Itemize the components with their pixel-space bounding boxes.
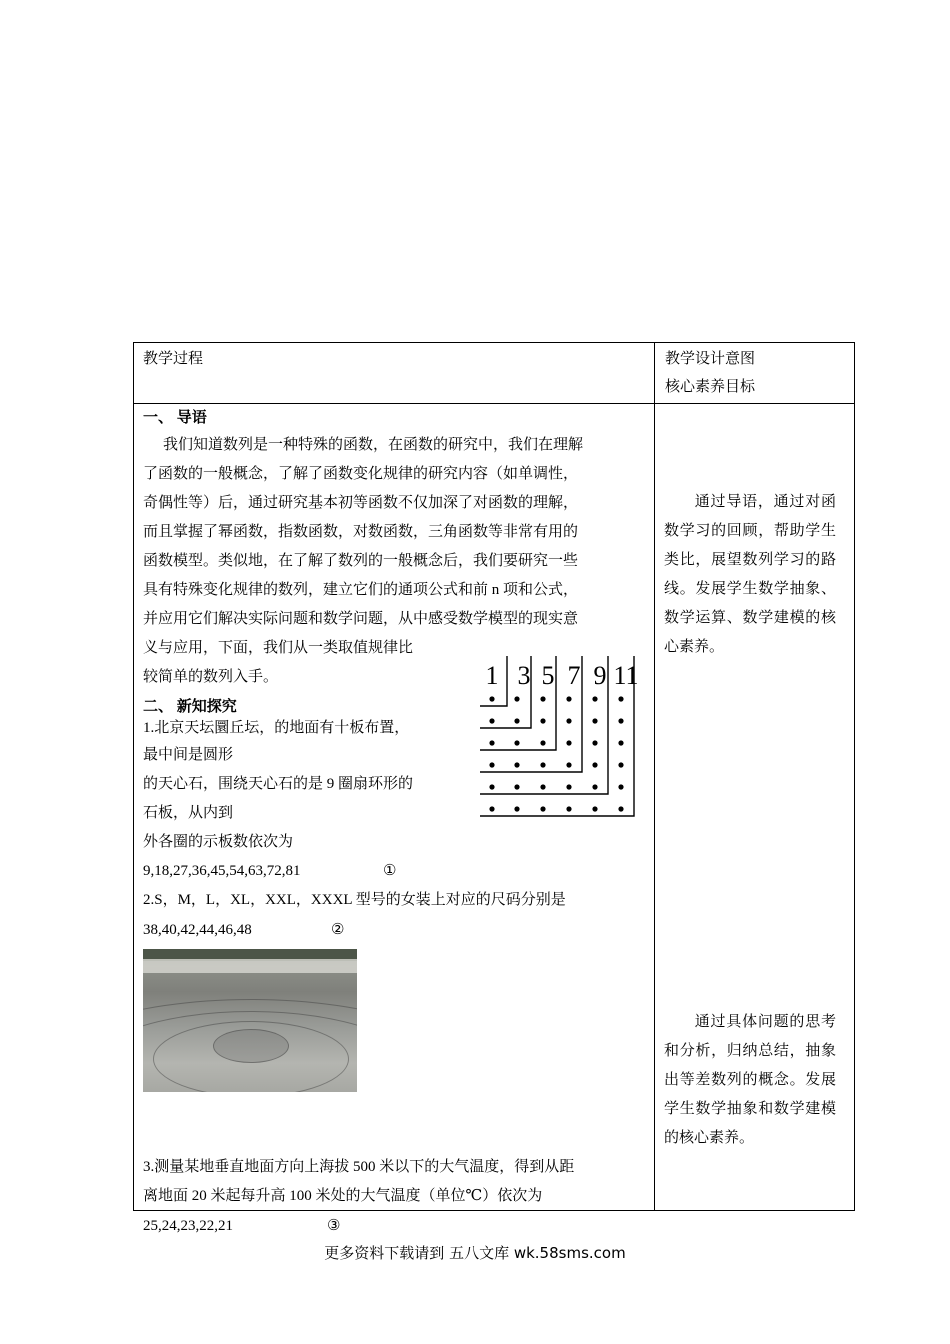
q2-line: 2.S，M，L，XL，XXL，XXXL 型号的女装上对应的尺码分别是 [143, 892, 566, 908]
figure-dot [514, 806, 519, 811]
figure-number-1: 1 [485, 661, 499, 690]
q1-line-5: 外各圈的示板数依次为 [143, 834, 294, 850]
figure-dot [592, 806, 597, 811]
figure-dot [592, 718, 597, 723]
odd-number-dot-figure [470, 642, 648, 862]
intro-heading: 一、 导语 [143, 410, 207, 426]
intro-line-6: 具有特殊变化规律的数列，建立它们的通项公式和前 n 项和公式， [143, 582, 579, 598]
figure-number-11: 11 [613, 661, 639, 690]
figure-number-9: 9 [593, 661, 607, 690]
figure-dot [489, 740, 494, 745]
q2-mark: ② [331, 922, 345, 938]
header-left-label: 教学过程 [143, 351, 204, 367]
figure-dot [618, 806, 623, 811]
figure-dot [592, 740, 597, 745]
q1-line-2: 最中间是圆形 [143, 747, 234, 763]
figure-dot [514, 696, 519, 701]
figure-dot [514, 784, 519, 789]
figure-dot [514, 740, 519, 745]
design-intent-cell [655, 404, 855, 1211]
q1-mark: ① [383, 863, 397, 879]
header-right-label-2: 核心素养目标 [665, 379, 756, 395]
intro-line-9: 较简单的数列入手。 [143, 669, 279, 685]
intro-line-5: 函数模型。类似地，在了解了数列的一般概念后，我们要研究一些 [143, 553, 579, 569]
design-note-intro-text: 通过导语，通过对函数学习的回顾，帮助学生类比，展望数列学习的路线。发展学生数学抽象、数学运算、数学建模的核心素养。 [664, 494, 836, 655]
q3-line-1: 3.测量某地垂直地面方向上海拔 500 米以下的大气温度，得到从距 [143, 1159, 575, 1175]
figure-dot [540, 784, 545, 789]
q3-mark: ③ [327, 1218, 341, 1234]
figure-dot [540, 806, 545, 811]
q1-line-4: 石板，从内到 [143, 805, 234, 821]
footer-download-link[interactable]: 更多资料下载请到 五八文库 wk.58sms.com [324, 1244, 626, 1262]
figure-dot [566, 718, 571, 723]
intro-line-7: 并应用它们解决实际问题和数学问题，从中感受数学模型的现实意 [143, 611, 579, 627]
figure-dot [592, 696, 597, 701]
explore-heading: 二、 新知探究 [143, 699, 237, 715]
figure-number-5: 5 [541, 661, 555, 690]
figure-dot [618, 740, 623, 745]
q3-sequence: 25,24,23,22,21 [143, 1218, 233, 1234]
figure-dot [489, 696, 494, 701]
q1-sequence: 9,18,27,36,45,54,63,72,81 [143, 863, 301, 879]
figure-dot [540, 718, 545, 723]
figure-separator [480, 656, 634, 816]
figure-dot [540, 696, 545, 701]
teaching-process-cell [134, 404, 655, 1234]
figure-dot [618, 784, 623, 789]
figure-dot [618, 718, 623, 723]
lesson-table [133, 342, 855, 1234]
figure-dot [592, 762, 597, 767]
figure-dot [514, 762, 519, 767]
q1-line-3: 的天心石，围绕天心石的是 9 圈扇环形的 [143, 776, 414, 792]
design-note-intro [664, 488, 836, 662]
figure-number-3: 3 [517, 661, 531, 690]
q1-line-1: 1.北京天坛圜丘坛，的地面有十板布置， [143, 720, 410, 736]
figure-dot [566, 806, 571, 811]
figure-dot [592, 784, 597, 789]
design-note-explore-text: 通过具体问题的思考和分析，归纳总结，抽象出等差数列的概念。发展学生数学抽象和数学建模的核心素养。 [664, 1014, 836, 1146]
figure-dot [489, 718, 494, 723]
q2-sequence: 38,40,42,44,46,48 [143, 922, 252, 938]
header-design-intent [655, 343, 855, 404]
intro-line-1: 我们知道数列是一种特殊的函数，在函数的研究中，我们在理解 [163, 437, 584, 453]
figure-dot [566, 696, 571, 701]
design-note-explore [664, 1008, 836, 1153]
figure-dot [566, 740, 571, 745]
figure-dot [489, 762, 494, 767]
figure-dot [514, 718, 519, 723]
intro-line-8: 义与应用，下面，我们从一类取值规律比 [143, 640, 414, 656]
header-teaching-process [134, 343, 655, 404]
circular-mound-altar-photo [143, 949, 357, 1092]
photo-center-stone [213, 1029, 289, 1063]
figure-dot [489, 806, 494, 811]
figure-dot [618, 696, 623, 701]
photo-balustrade [143, 959, 357, 973]
intro-line-2: 了函数的一般概念，了解了函数变化规律的研究内容（如单调性， [143, 466, 579, 482]
figure-dot [618, 762, 623, 767]
figure-dot [566, 762, 571, 767]
q3-line-2: 离地面 20 米起每升高 100 米处的大气温度（单位℃）依次为 [143, 1188, 543, 1204]
figure-dot [566, 784, 571, 789]
figure-number-7: 7 [567, 661, 581, 690]
intro-line-4: 而且掌握了幂函数，指数函数，对数函数，三角函数等非常有用的 [143, 524, 579, 540]
header-right-label-1: 教学设计意图 [665, 351, 756, 367]
figure-dot [540, 740, 545, 745]
figure-separator-lines [480, 656, 634, 816]
figure-dot [540, 762, 545, 767]
figure-dot [489, 784, 494, 789]
intro-line-3: 奇偶性等）后，通过研究基本初等函数不仅加深了对函数的理解， [143, 495, 579, 511]
